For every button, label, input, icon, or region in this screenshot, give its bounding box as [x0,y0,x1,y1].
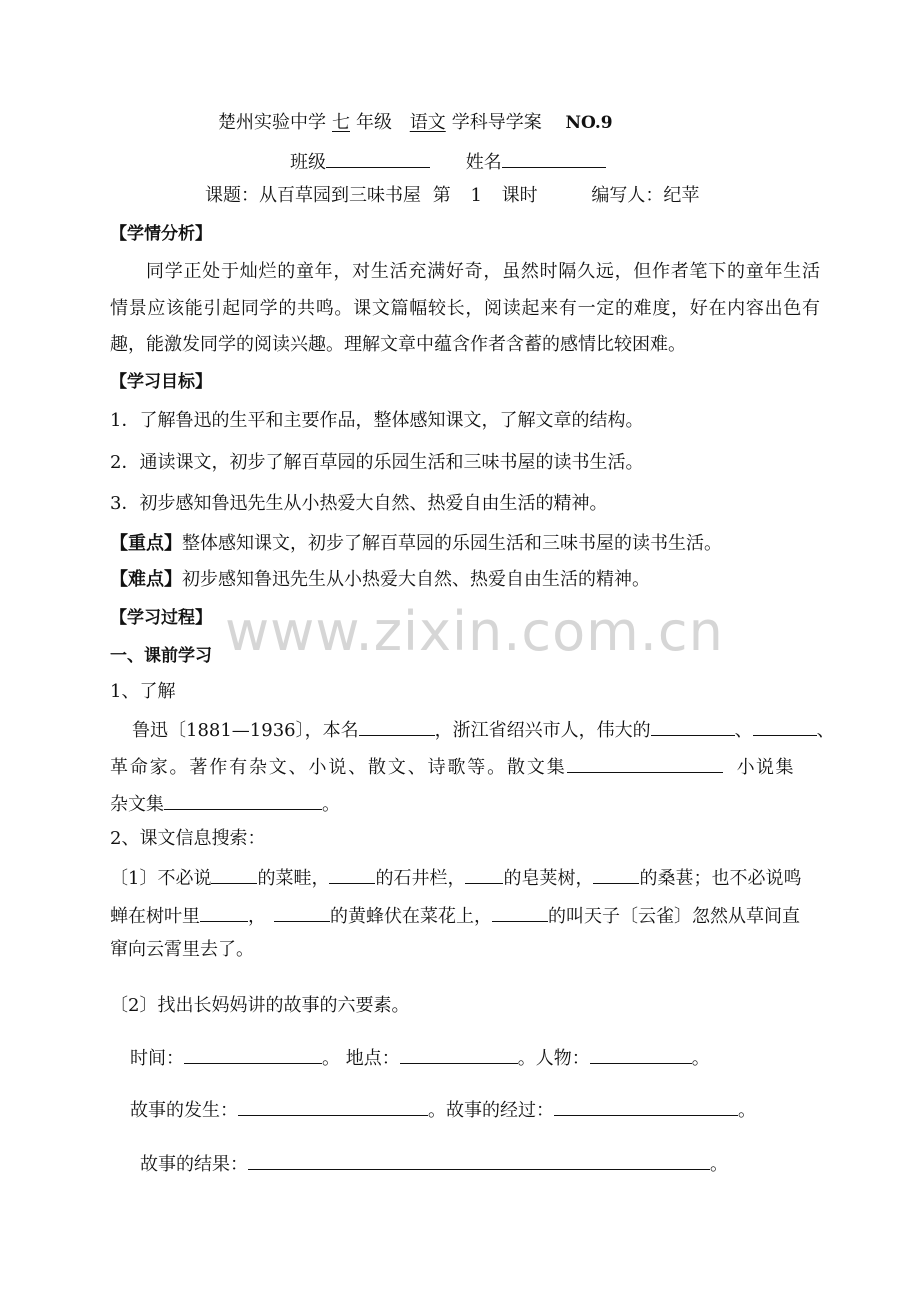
luxun-text-e: 革命家。著作有杂文、小说、散文、诗歌等。散文集 [110,757,567,778]
identity-blank-2[interactable] [753,716,817,736]
section-pre-study: 一、课前学习 [110,646,212,666]
fill-blank-3[interactable] [465,864,503,884]
difficulty-label: 【难点】 [110,569,182,590]
fill-text-9: 的叫天子〔云雀〕忽然从草间直 [548,906,800,927]
topic-line [205,184,699,208]
goals-heading: 【学习目标】 [110,372,212,392]
difficulty-point [110,568,650,592]
luxun-line-1 [132,716,835,743]
goal-item-3: 3．初步感知鲁迅先生从小热爱大自然、热爱自由生活的精神。 [110,493,608,514]
analysis-heading: 【学情分析】 [110,224,212,244]
person-label: 。人物： [517,1048,590,1069]
essay-collection-blank[interactable] [567,753,723,773]
topic-text: 从百草园到三味书屋 [259,185,421,206]
line-end-1: 。 [691,1048,710,1069]
doc-title [218,111,613,135]
doc-number: NO.9 [565,113,613,133]
zawen-collection-blank[interactable] [164,790,322,810]
luxun-text-f: 小说集 [736,757,796,778]
luxun-text-h: 。 [322,794,340,815]
fill-blank-5[interactable] [200,902,248,922]
key-text: 整体感知课文，初步了解百草园的乐园生活和三味书屋的读书生活。 [182,533,722,554]
identity-blank-1[interactable] [651,716,735,736]
fill-line-2 [110,902,800,929]
subject-value: 语文 [409,112,446,133]
person-blank[interactable] [590,1044,692,1064]
story-time-place-person [130,1044,710,1071]
q2-title: 2、课文信息搜索： [110,828,266,849]
lesson-number: 1 [470,185,482,206]
class-label: 班级 [290,152,326,173]
luxun-text-d: 、 [816,720,835,741]
watermark: www.zixin.com.cn [225,600,724,663]
title-suffix: 学科导学案 [451,112,542,133]
story-begin-process [130,1096,756,1123]
place-blank[interactable] [400,1044,518,1064]
fill-text-4: 的皂荚树， [503,868,594,889]
fill-blank-2[interactable] [329,864,375,884]
line-end-3: 。 [710,1154,728,1175]
luxun-text-b: ，浙江省绍兴市人，伟大的 [434,720,651,741]
fill-text-1: 〔1〕不必说 [110,868,212,889]
result-blank[interactable] [248,1150,710,1170]
luxun-line-3 [110,790,340,817]
analysis-line-3: 趣，能激发同学的阅读兴趣。理解文章中蕴含作者含蓄的感情比较困难。 [110,334,686,355]
author-name: 纪苹 [663,185,700,206]
begin-label: 故事的发生： [130,1100,238,1121]
author-label: 编写人： [591,185,664,206]
fill-text-2: 的菜畦， [257,868,330,889]
result-label: 故事的结果： [140,1154,248,1175]
name-label: 姓名 [465,152,502,173]
q2-2-title: 〔2〕找出长妈妈讲的故事的六要素。 [110,995,410,1016]
fill-text-6: 蝉在树叶里 [110,906,200,927]
luxun-line-2 [110,753,795,780]
luxun-text-c: 、 [734,720,753,741]
story-result [140,1150,728,1177]
fill-text-3: 的石井栏， [375,868,466,889]
school-name: 楚州实验中学 [218,112,326,133]
fill-line-3: 窜向云霄里去了。 [110,939,254,960]
topic-label: 课题： [205,185,259,206]
student-info-line [290,148,606,175]
analysis-line-1: 同学正处于灿烂的童年，对生活充满好奇，虽然时隔久远，但作者笔下的童年生活 [146,261,820,282]
fill-text-7: ， [248,906,266,927]
difficulty-text: 初步感知鲁迅先生从小热爱大自然、热爱自由生活的精神。 [182,569,650,590]
lesson-pre: 第 [432,185,451,206]
begin-blank[interactable] [238,1096,428,1116]
fill-blank-1[interactable] [211,864,257,884]
time-label: 时间： [130,1048,184,1069]
class-blank[interactable] [326,148,430,168]
place-label: 。 地点： [322,1048,400,1069]
line-end-2: 。 [738,1100,756,1121]
goal-item-1: 1．了解鲁迅的生平和主要作品，整体感知课文，了解文章的结构。 [110,410,644,431]
fill-blank-6[interactable] [274,902,330,922]
real-name-blank[interactable] [359,716,435,736]
lesson-post: 课时 [501,185,538,206]
goal-item-2: 2．通读课文，初步了解百草园的乐园生活和三味书屋的读书生活。 [110,452,644,473]
fill-text-5: 的桑葚；也不必说鸣 [639,868,802,889]
luxun-text-a: 鲁迅〔1881—1936〕，本名 [132,720,359,741]
q1-title: 1、了解 [110,681,176,702]
fill-text-8: 的黄蜂伏在菜花上， [330,906,492,927]
process-heading: 【学习过程】 [110,608,212,628]
time-blank[interactable] [184,1044,322,1064]
grade-value: 七 [332,112,350,133]
analysis-line-2: 情景应该能引起同学的共鸣。课文篇幅较长，阅读起来有一定的难度，好在内容出色有 [110,298,820,319]
fill-line-1 [110,864,801,891]
name-blank[interactable] [502,148,606,168]
grade-suffix: 年级 [356,112,392,133]
fill-blank-7[interactable] [492,902,548,922]
process-blank[interactable] [554,1096,738,1116]
process-label: 。故事的经过： [428,1100,554,1121]
key-point [110,532,722,556]
fill-blank-4[interactable] [593,864,639,884]
key-label: 【重点】 [110,533,182,554]
luxun-text-g: 杂文集 [110,794,164,815]
